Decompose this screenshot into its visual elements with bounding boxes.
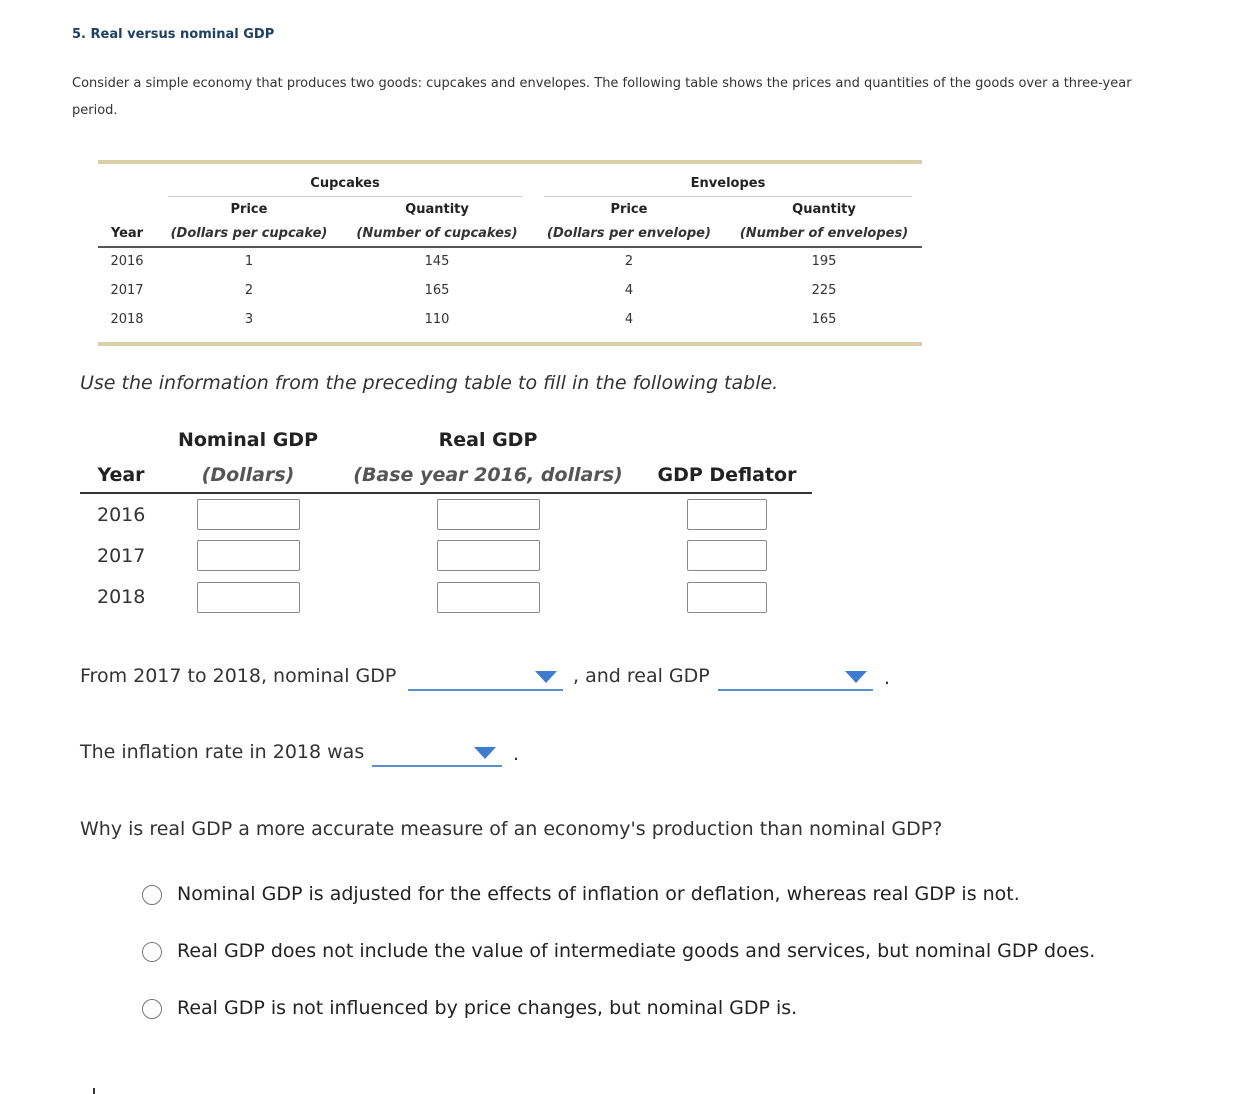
col-header-envelope-price: Price xyxy=(610,202,648,217)
header-bottom-rule xyxy=(98,246,922,248)
mc-option-label[interactable]: Real GDP does not include the value of intermediate goods and services, but nominal GDP does. xyxy=(177,940,1096,962)
table-cell-cupcake-price: 3 xyxy=(244,312,254,327)
inflation-rate-dropdown[interactable] xyxy=(372,741,502,767)
real-gdp-2018-input[interactable] xyxy=(437,582,540,613)
table-cell-envelope-price: 4 xyxy=(624,312,634,327)
answer-header-nominal: Nominal GDP xyxy=(177,429,319,451)
col-unit-envelope-qty: (Number of envelopes) xyxy=(739,226,909,241)
col-header-year: Year xyxy=(110,226,144,241)
real-gdp-2017-input[interactable] xyxy=(437,540,540,571)
table-row-year: 2018 xyxy=(110,312,144,327)
divider-mark xyxy=(93,1088,95,1094)
mc-option-label[interactable]: Nominal GDP is adjusted for the effects of inflation or deflation, whereas real GDP is not. xyxy=(177,883,1020,905)
answer-unit-nominal: (Dollars) xyxy=(201,464,295,486)
table-bottom-rule xyxy=(98,342,922,346)
col-header-envelope-qty: Quantity xyxy=(792,202,856,217)
answer-header-real: Real GDP xyxy=(438,429,538,451)
gdp-deflator-2017-input[interactable] xyxy=(687,540,767,571)
group-underline-envelopes xyxy=(544,196,912,197)
nominal-gdp-2017-input[interactable] xyxy=(197,540,300,571)
table-row-year: 2017 xyxy=(110,283,144,298)
table-row-year: 2016 xyxy=(110,254,144,269)
real-gdp-2016-input[interactable] xyxy=(437,499,540,530)
group-header-cupcakes: Cupcakes xyxy=(310,176,380,191)
nominal-gdp-2018-input[interactable] xyxy=(197,582,300,613)
table-cell-cupcake-price: 1 xyxy=(244,254,254,269)
sentence-period: . xyxy=(513,743,520,765)
table-cell-envelope-qty: 195 xyxy=(811,254,837,269)
answer-row-year: 2018 xyxy=(97,586,146,608)
dropdown-arrow-icon xyxy=(474,747,496,759)
col-header-cupcake-qty: Quantity xyxy=(405,202,469,217)
question-intro: Consider a simple economy that produces two goods: cupcakes and envelopes. The following table shows the prices and quantities of the goods over a three-year period. xyxy=(72,76,1132,118)
table-cell-cupcake-qty: 145 xyxy=(424,254,450,269)
radio-button-icon[interactable] xyxy=(142,885,162,905)
answer-row-year: 2016 xyxy=(97,504,146,526)
table-cell-envelope-qty: 225 xyxy=(811,283,837,298)
table-cell-cupcake-qty: 110 xyxy=(424,312,450,327)
group-underline-cupcakes xyxy=(168,196,522,197)
mc-option-label[interactable]: Real GDP is not influenced by price changes, but nominal GDP is. xyxy=(177,997,798,1019)
table-cell-envelope-qty: 165 xyxy=(811,312,837,327)
gdp-deflator-2016-input[interactable] xyxy=(687,499,767,530)
dropdown-arrow-icon xyxy=(535,671,557,683)
table-cell-cupcake-qty: 165 xyxy=(424,283,450,298)
col-unit-cupcake-price: (Dollars per cupcake) xyxy=(170,226,328,241)
question-title: 5. Real versus nominal GDP xyxy=(72,27,275,42)
group-header-envelopes: Envelopes xyxy=(690,176,766,191)
table-cell-envelope-price: 2 xyxy=(624,254,634,269)
nominal-gdp-2016-input[interactable] xyxy=(197,499,300,530)
col-header-cupcake-price: Price xyxy=(230,202,268,217)
col-unit-envelope-price: (Dollars per envelope) xyxy=(547,226,711,241)
answer-header-rule xyxy=(80,492,812,494)
sentence-period: . xyxy=(884,667,891,689)
nominal-gdp-change-dropdown[interactable] xyxy=(408,665,563,691)
col-unit-cupcake-qty: (Number of cupcakes) xyxy=(356,226,518,241)
gdp-deflator-2018-input[interactable] xyxy=(687,582,767,613)
real-gdp-change-dropdown[interactable] xyxy=(718,665,873,691)
real-gdp-sentence-middle: , and real GDP xyxy=(573,665,710,687)
answer-header-year: Year xyxy=(97,464,145,486)
inflation-sentence-prefix: The inflation rate in 2018 was xyxy=(80,741,365,763)
table-top-rule xyxy=(98,160,922,164)
dropdown-arrow-icon xyxy=(845,671,867,683)
answer-header-deflator: GDP Deflator xyxy=(657,464,797,486)
answer-row-year: 2017 xyxy=(97,545,146,567)
answer-unit-real: (Base year 2016, dollars) xyxy=(353,464,623,486)
table-cell-envelope-price: 4 xyxy=(624,283,634,298)
mc-question-prompt: Why is real GDP a more accurate measure of an economy's production than nominal GDP? xyxy=(80,818,943,840)
radio-button-icon[interactable] xyxy=(142,999,162,1019)
radio-button-icon[interactable] xyxy=(142,942,162,962)
table-cell-cupcake-price: 2 xyxy=(244,283,254,298)
instruction-text: Use the information from the preceding table to fill in the following table. xyxy=(80,372,779,394)
nominal-gdp-sentence-prefix: From 2017 to 2018, nominal GDP xyxy=(80,665,397,687)
